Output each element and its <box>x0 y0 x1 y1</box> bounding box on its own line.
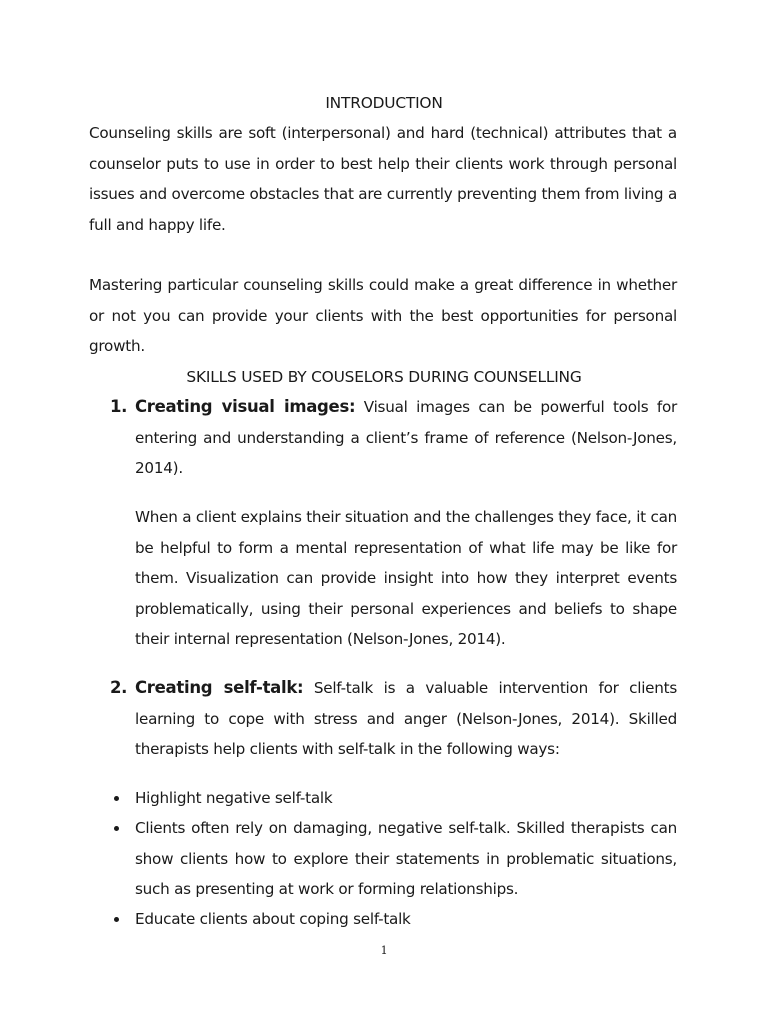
item-number: 2. <box>110 678 128 697</box>
visual-images-detail-paragraph: When a client explains their situation and the challenges they face, it can be helpful to form a mental representation of what life may be like for them. Visualization can provide insight into how they interpret events problematically, using their personal experiences and beliefs to shape their internal representation (Nelson-Jones, 2014). <box>135 508 677 648</box>
item-body <box>135 673 677 765</box>
item-number: 1. <box>110 397 128 416</box>
item-body <box>135 392 677 484</box>
bullet-text: Educate clients about coping self-talk <box>135 910 411 928</box>
item-title: Creating visual images: <box>135 397 356 416</box>
bullet-dot-icon <box>114 826 119 831</box>
intro-paragraph-1: Counseling skills are soft (interpersonal) and hard (technical) attributes that a counselor puts to use in order to best help their clients work through personal issues and overcome obstacles that are currently preventing them from living a full and happy life. <box>89 124 677 234</box>
bullet-text: Highlight negative self-talk <box>135 789 333 807</box>
introduction-heading: INTRODUCTION <box>325 94 443 112</box>
item-text: Self-talk is a valuable intervention for clients learning to cope with stress and anger (Nelson-Jones, 2014). Skilled therapists help clients with self-talk in the following ways: <box>135 679 678 758</box>
item-text: Visual images can be powerful tools for entering and understanding a client’s frame of reference (Nelson-Jones, 2014). <box>135 398 678 477</box>
bullet-dot-icon <box>114 917 119 922</box>
bullet-dot-icon <box>114 796 119 801</box>
bullet-text: Clients often rely on damaging, negative self-talk. Skilled therapists can show clients how to explore their statements in problematic situations, such as presenting at work or forming relationships. <box>135 819 677 898</box>
item-title: Creating self-talk: <box>135 678 304 697</box>
page-number: 1 <box>380 944 388 957</box>
intro-paragraph-2: Mastering particular counseling skills could make a great difference in whether or not you can provide your clients with the best opportunities for personal growth. <box>89 276 677 355</box>
skills-heading: SKILLS USED BY COUSELORS DURING COUNSELLING <box>186 368 582 386</box>
